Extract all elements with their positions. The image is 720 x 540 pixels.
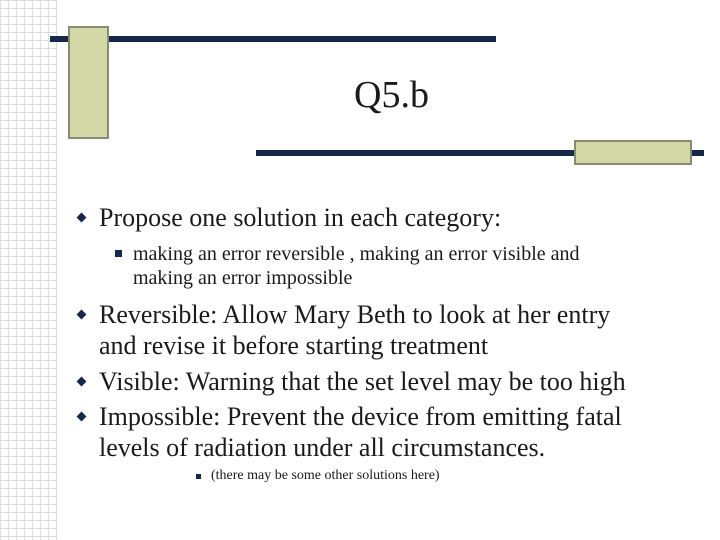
bullet-text: Propose one solution in each category: — [99, 203, 502, 232]
sub-bullet-text-cont: making an error impossible — [133, 267, 353, 289]
decor-box-right — [574, 140, 692, 165]
diamond-bullet-icon — [77, 213, 87, 223]
bullet-text-cont: and revise it before starting treatment — [99, 331, 489, 360]
sub-bullet-text: making an error reversible , making an error visible and — [133, 243, 580, 265]
bullet-text: Visible: Warning that the set level may be too high — [99, 367, 626, 396]
bullet-text: Reversible: Allow Mary Beth to look at her entry — [99, 300, 611, 329]
decor-box-left — [68, 26, 109, 139]
bullet-text-cont: levels of radiation under all circumstances. — [99, 433, 546, 462]
square-bullet-icon — [196, 474, 201, 479]
diamond-bullet-icon — [77, 377, 87, 387]
title-top-rule — [50, 36, 496, 42]
note-text: (there may be some other solutions here) — [211, 468, 440, 483]
slide-title: Q5.b — [354, 74, 429, 116]
diamond-bullet-icon — [77, 310, 87, 320]
grid-background — [0, 0, 58, 540]
bullet-text: Impossible: Prevent the device from emitting fatal — [99, 402, 622, 431]
square-bullet-icon — [115, 250, 122, 257]
diamond-bullet-icon — [77, 412, 87, 422]
